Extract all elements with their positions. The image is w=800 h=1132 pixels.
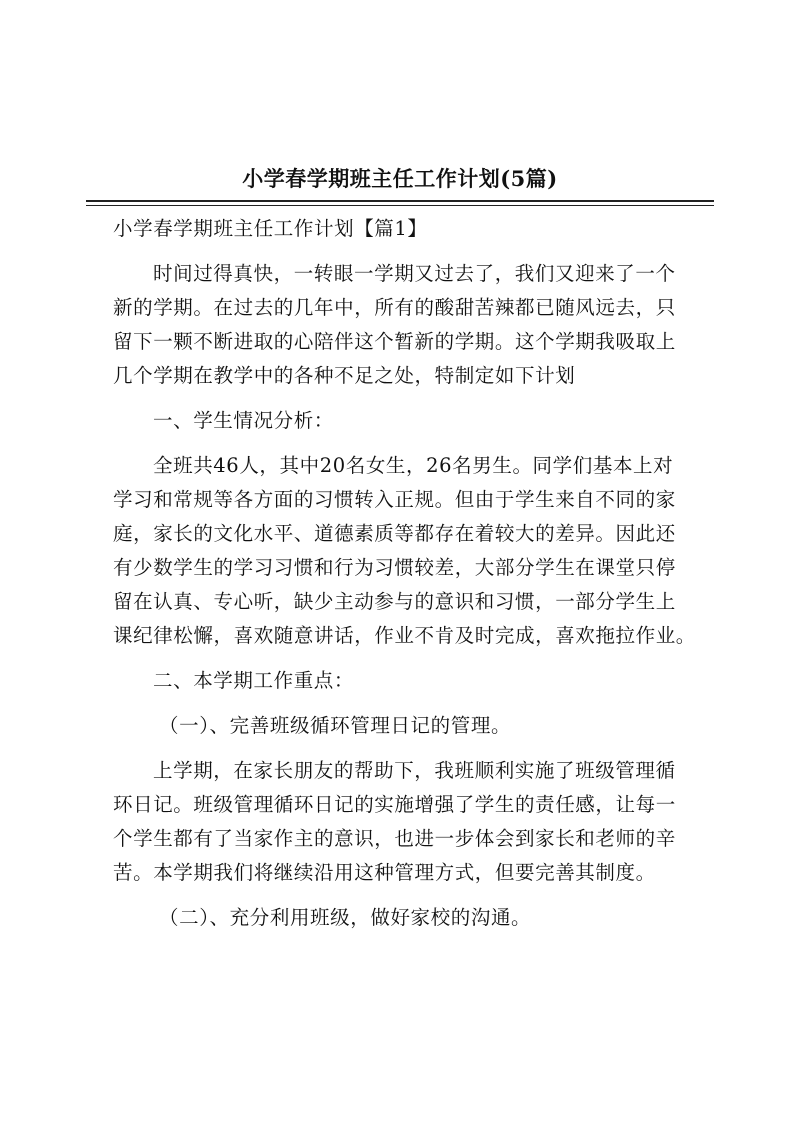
text-line: 留下一颗不断进取的心陪伴这个暂新的学期。这个学期我吸取上 [113, 330, 676, 353]
text-line: 庭，家长的文化水平、道德素质等都存在着较大的差异。因此还 [113, 522, 676, 545]
text-line: 上学期，在家长朋友的帮助下，我班顺利实施了班级管理循 [153, 759, 676, 782]
text-line: 几个学期在教学中的各种不足之处，特制定如下计划 [113, 364, 576, 387]
section-heading: 小学春学期班主任工作计划【篇1】 [113, 217, 428, 240]
text-line: 二、本学期工作重点： [153, 669, 355, 692]
paragraph-subheading-1 [113, 709, 693, 743]
text-line: 时间过得真快，一转眼一学期又过去了，我们又迎来了一个 [153, 262, 676, 285]
text-line: 全班共46人，其中20名女生，26名男生。同学们基本上对 [153, 454, 674, 477]
text-line: 新的学期。在过去的几年中，所有的酸甜苦辣都已随风远去，只 [113, 296, 676, 319]
paragraph-intro [113, 257, 693, 393]
paragraph-diary [113, 754, 693, 890]
text-line: 环日记。班级管理循环日记的实施增强了学生的责任感，让每一 [113, 793, 676, 816]
document-title: 小学春学期班主任工作计划(5篇) [242, 166, 558, 191]
text-line: （二）、充分利用班级，做好家校的沟通。 [159, 906, 532, 929]
title-divider-thick [86, 200, 714, 202]
paragraph-subheading-2 [113, 901, 693, 935]
text-line: 课纪律松懈，喜欢随意讲话，作业不肯及时完成，喜欢拖拉作业。 [113, 624, 696, 647]
text-line: 留在认真、专心听，缺少主动参与的意识和习惯，一部分学生上 [113, 590, 676, 613]
text-line: （一）、完善班级循环管理日记的管理。 [159, 714, 512, 737]
paragraph-heading-1 [113, 404, 693, 438]
text-line: 个学生都有了当家作主的意识，也进一步体会到家长和老师的辛 [113, 827, 676, 850]
text-line: 有少数学生的学习习惯和行为习惯较差，大部分学生在课堂只停 [113, 556, 676, 579]
document-body [113, 212, 696, 935]
paragraph-heading-2 [113, 664, 693, 698]
text-line: 学习和常规等各方面的习惯转入正规。但由于学生来自不同的家 [113, 488, 676, 511]
text-line: 一、学生情况分析： [153, 409, 334, 432]
paragraph-student-analysis [113, 449, 696, 653]
text-line: 苦。本学期我们将继续沿用这种管理方式，但要完善其制度。 [113, 861, 656, 884]
title-divider-thin [86, 205, 714, 206]
